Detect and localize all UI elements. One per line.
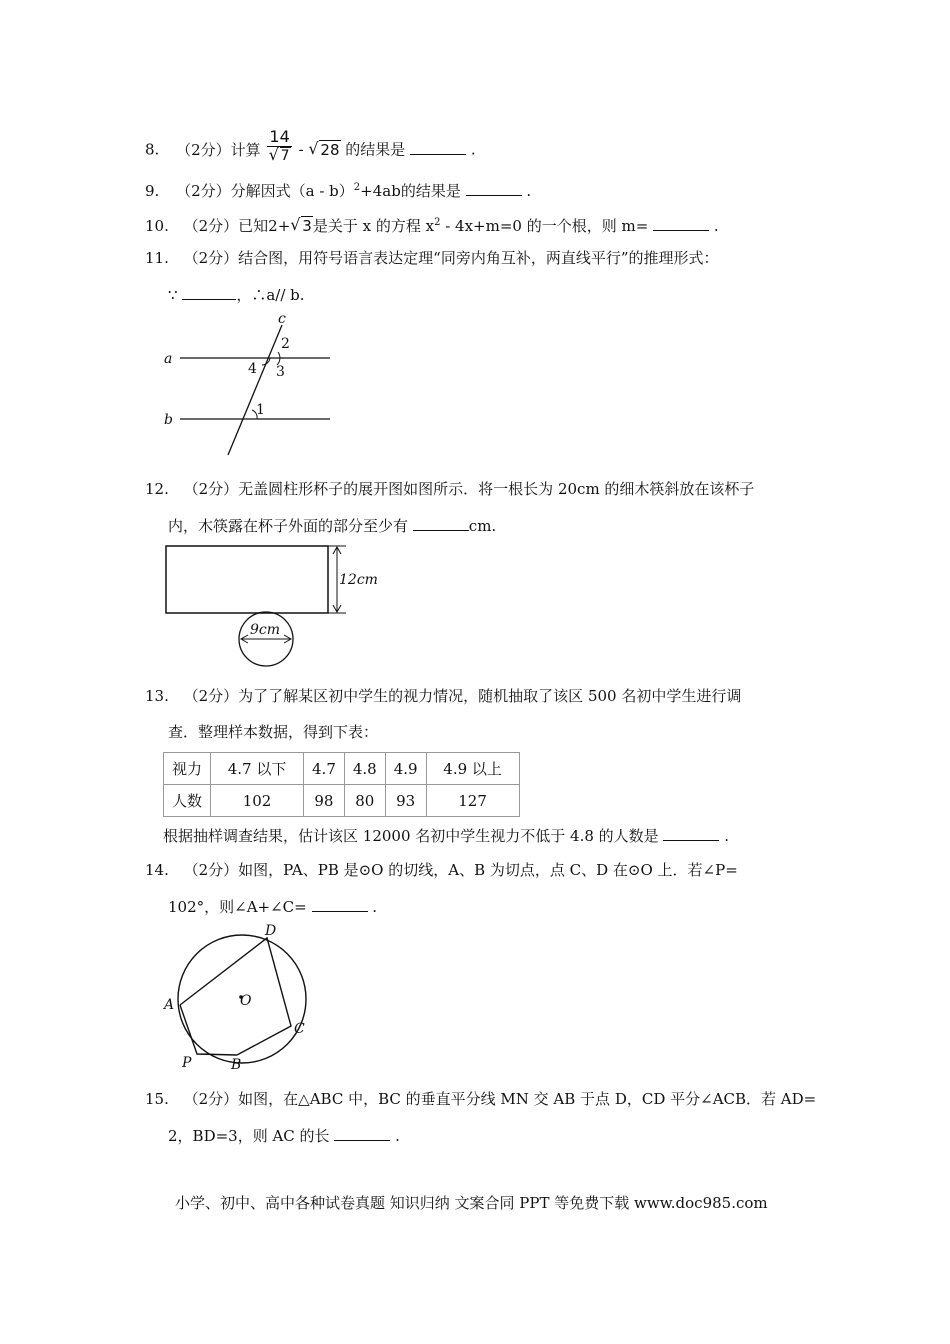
question-number: 14.	[145, 861, 169, 879]
table-cell: 93	[385, 785, 426, 817]
lateral-rectangle	[166, 546, 328, 613]
sqrt-symbol	[290, 216, 313, 236]
sqrt-symbol	[269, 147, 291, 165]
question-number: 11.	[145, 249, 169, 267]
minus-sign: -	[298, 140, 309, 159]
question-number: 13.	[145, 687, 169, 705]
question-11-line-2	[168, 285, 305, 305]
table-cell: 102	[211, 785, 304, 817]
question-15-line-2	[168, 1126, 400, 1146]
table-row	[164, 785, 520, 817]
answer-blank[interactable]	[413, 516, 469, 531]
question-13	[145, 686, 741, 706]
question-stem: （2分）计算	[176, 140, 261, 159]
question-number: 15.	[145, 1090, 169, 1108]
because-symbol: ∵	[168, 286, 178, 304]
line-c	[228, 325, 282, 455]
radicand: 28	[320, 140, 340, 159]
question-stem: （2分）如图，在△ABC 中，BC 的垂直平分线 MN 交 AB 于点 D，CD 平分∠ACB．若 AD=	[183, 1090, 817, 1108]
figure-circle-tangents	[160, 922, 340, 1072]
question-stem: ，∴a// b.	[236, 286, 305, 304]
label-b: b	[164, 412, 173, 428]
answer-blank[interactable]	[653, 216, 709, 231]
period: .	[724, 827, 729, 845]
label-2: 2	[281, 336, 290, 352]
period: .	[470, 140, 476, 159]
exponent: 2	[434, 217, 441, 228]
question-number: 12.	[145, 480, 169, 498]
question-number: 8.	[145, 140, 160, 159]
question-stem: 2，BD=3，则 AC 的长	[168, 1127, 330, 1145]
label-C: C	[294, 1021, 305, 1037]
answer-blank[interactable]	[466, 181, 522, 196]
answer-blank[interactable]	[334, 1126, 390, 1141]
height-label: 12cm	[339, 572, 378, 588]
label-3: 3	[276, 364, 285, 380]
answer-blank[interactable]	[182, 285, 236, 300]
label-O: O	[240, 993, 252, 1009]
question-15	[145, 1089, 816, 1109]
label-B: B	[231, 1057, 242, 1073]
question-stem: （2分）已知2+	[183, 217, 291, 235]
table-cell: 人数	[164, 785, 211, 817]
question-stem: 102°，则∠A+∠C=	[168, 898, 307, 916]
label-A: A	[164, 997, 175, 1013]
question-stem: （2分）如图，PA、PB 是⊙O 的切线，A、B 为切点，点 C、D 在⊙O 上．若∠P=	[183, 861, 738, 879]
period: .	[526, 182, 532, 200]
tangent-lines	[180, 1005, 237, 1055]
table-cell: 视力	[164, 753, 211, 785]
question-number: 10.	[145, 217, 169, 235]
fraction-denominator: 7	[280, 148, 290, 164]
question-stem: +4ab的结果是	[360, 182, 461, 200]
diameter-label: 9cm	[250, 622, 281, 638]
question-12	[145, 479, 754, 499]
table-cell: 127	[426, 785, 519, 817]
question-stem: 内，木筷露在杯子外面的部分至少有	[168, 517, 409, 535]
question-stem: - 4x+m=0 的一个根，则 m=	[440, 217, 649, 235]
question-stem: 是关于 x 的方程 x	[312, 217, 435, 235]
question-stem: （2分）无盖圆柱形杯子的展开图如图所示．将一根长为 20cm 的细木筷斜放在该杯子	[183, 480, 755, 498]
period: .	[713, 217, 719, 235]
question-14	[145, 860, 738, 880]
question-stem: （2分）为了了解某区初中学生的视力情况，随机抽取了该区 500 名初中学生进行调	[183, 687, 742, 705]
question-stem: （2分）分解因式（a - b）	[176, 182, 354, 200]
question-10	[145, 213, 719, 236]
label-P: P	[182, 1055, 192, 1071]
table-cell: 4.9 以上	[426, 753, 519, 785]
answer-blank[interactable]	[312, 897, 368, 912]
figure-cylinder-net	[160, 540, 420, 670]
question-14-line-2	[168, 897, 377, 917]
answer-blank[interactable]	[410, 140, 466, 155]
figure-parallel-lines	[160, 310, 360, 460]
page-footer: 小学、初中、高中各种试卷真题 知识归纳 文案合同 PPT 等免费下载 www.doc985.com	[175, 1194, 768, 1212]
question-stem: （2分）结合图，用符号语言表达定理“同旁内角互补，两直线平行”的推理形式：	[183, 249, 719, 267]
vision-table	[163, 752, 520, 817]
table-cell: 4.9	[385, 753, 426, 785]
question-8	[145, 127, 476, 169]
label-c: c	[278, 311, 286, 327]
answer-blank[interactable]	[663, 826, 719, 841]
label-4: 4	[248, 361, 257, 377]
question-stem: 查．整理样本数据，得到下表：	[168, 723, 379, 741]
table-cell: 98	[304, 785, 345, 817]
fraction-numerator: 14	[269, 127, 290, 146]
unit: cm.	[468, 517, 497, 535]
table-cell: 4.8	[344, 753, 385, 785]
label-D: D	[265, 923, 277, 939]
question-stem: 的结果是	[345, 140, 406, 159]
question-12-line-2	[168, 516, 496, 536]
question-13-line-2	[168, 722, 378, 742]
table-cell: 80	[344, 785, 385, 817]
fraction	[267, 128, 291, 165]
polygon-adcb	[180, 938, 291, 1055]
question-stem: 根据抽样调查结果，估计该区 12000 名初中学生视力不低于 4.8 的人数是	[163, 827, 659, 845]
sqrt-symbol	[308, 140, 340, 160]
table-cell: 4.7 以下	[211, 753, 304, 785]
question-13-line-3	[163, 826, 729, 846]
period: .	[372, 898, 378, 916]
question-9	[145, 178, 531, 201]
table-header-row	[164, 753, 520, 785]
label-1: 1	[256, 402, 265, 418]
question-11	[145, 248, 719, 268]
radicand: 3	[302, 217, 312, 235]
period: .	[395, 1127, 400, 1145]
label-a: a	[164, 351, 173, 367]
exponent: 2	[353, 182, 361, 193]
angle-arc-3	[262, 358, 270, 365]
question-number: 9.	[145, 182, 160, 200]
table-cell: 4.7	[304, 753, 345, 785]
